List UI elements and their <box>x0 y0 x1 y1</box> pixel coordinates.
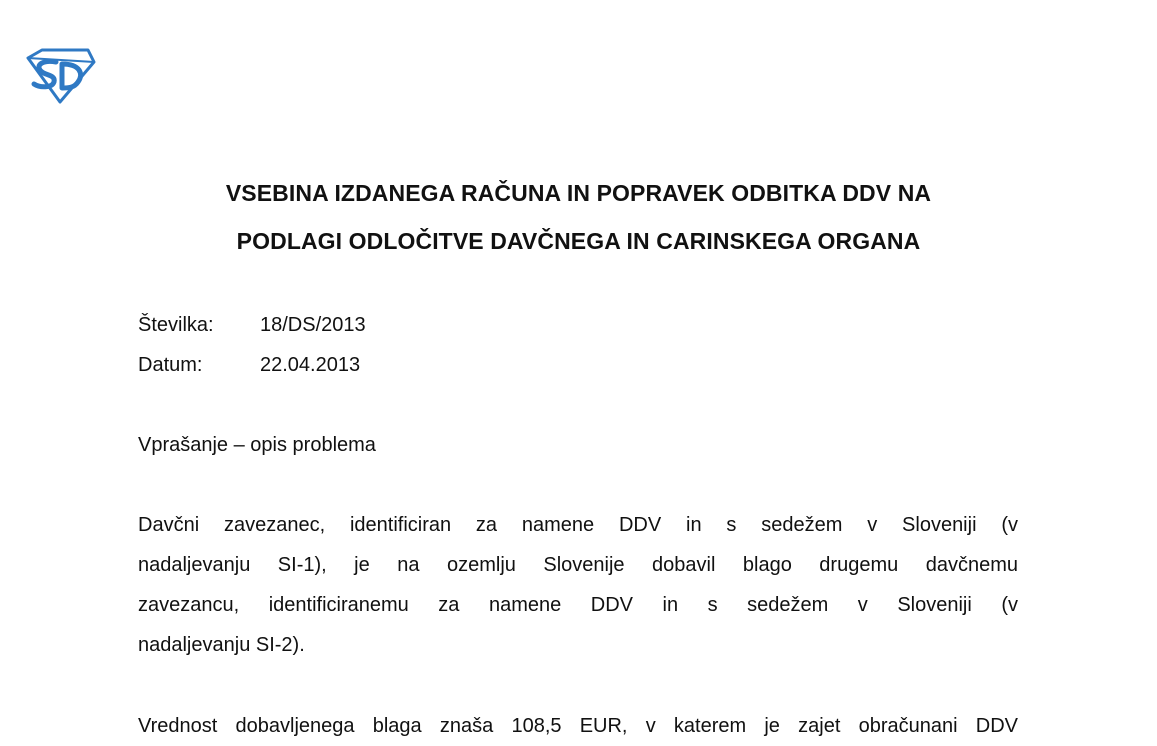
document-number-row <box>138 314 366 337</box>
document-number-label: Številka: <box>138 314 214 336</box>
paragraph-1-line: Davčni zavezanec, identificiran za namene DDV in s sedežem v Sloveniji (v <box>138 514 1018 536</box>
company-logo <box>22 48 96 104</box>
paragraph-1-line: nadaljevanju SI-2). <box>138 634 305 656</box>
paragraph-1 <box>138 505 1018 665</box>
paragraph-1-line: nadaljevanju SI-1), je na ozemlju Slovenije dobavil blago drugemu davčnemu <box>138 554 1018 576</box>
question-heading: Vprašanje – opis problema <box>138 434 376 456</box>
paragraph-2 <box>138 706 1018 746</box>
sd-shield-logo-icon <box>22 48 96 104</box>
document-title-line-1: VSEBINA IZDANEGA RAČUNA IN POPRAVEK ODBITKA DDV NA <box>225 180 932 206</box>
paragraph-2-line: Vrednost dobavljenega blaga znaša 108,5 EUR, v katerem je zajet obračunani DDV <box>138 715 1018 737</box>
paragraph-1-line: zavezancu, identificiranemu za namene DDV in s sedežem v Sloveniji (v <box>138 594 1018 616</box>
document-title-line-2: PODLAGI ODLOČITVE DAVČNEGA IN CARINSKEGA ORGANA <box>236 228 921 254</box>
document-number-value: 18/DS/2013 <box>260 314 366 336</box>
document-date-value: 22.04.2013 <box>260 354 361 376</box>
document-date-label: Datum: <box>138 354 203 376</box>
document-date-row <box>138 354 360 377</box>
